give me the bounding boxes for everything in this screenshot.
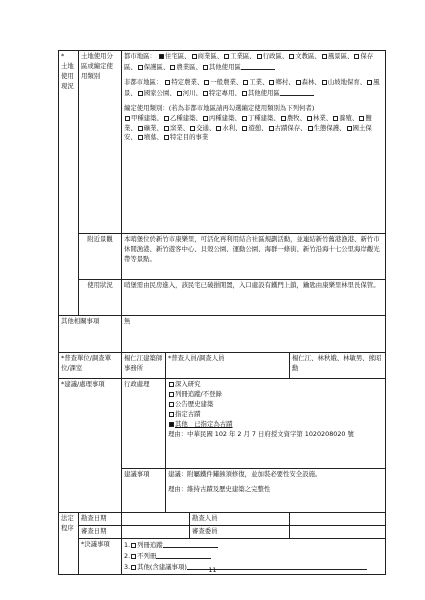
designation-option[interactable] xyxy=(189,124,215,132)
urban-option-label: 商業區、 xyxy=(197,52,224,60)
checkbox-icon[interactable] xyxy=(242,116,247,121)
treatment-option[interactable] xyxy=(168,390,383,400)
treatment-option[interactable] xyxy=(168,380,383,390)
urban-option-label: 行政區、 xyxy=(262,52,289,60)
checkbox-icon[interactable] xyxy=(164,135,169,140)
designation-option-label: 礦業、 xyxy=(143,123,163,132)
checkbox-icon[interactable] xyxy=(296,80,301,85)
designation-option[interactable] xyxy=(137,124,163,132)
designation-option[interactable] xyxy=(163,124,189,132)
nonurban-option[interactable] xyxy=(137,89,176,97)
urban-option-label: 其他使用區 xyxy=(208,62,241,71)
survey-person-value-2[interactable] xyxy=(290,513,386,526)
checkbox-icon[interactable] xyxy=(322,80,327,85)
checkbox-icon[interactable] xyxy=(190,126,195,131)
checkbox-icon[interactable] xyxy=(138,91,143,96)
admin-options-cell xyxy=(166,379,386,469)
review-date-label: 審查日期 xyxy=(79,525,122,538)
urban-option[interactable] xyxy=(202,63,241,71)
urban-option-label: 住宅區、 xyxy=(165,52,191,60)
checkbox-icon[interactable] xyxy=(289,54,294,59)
urban-option-label: 風景區、 xyxy=(327,52,354,60)
suggest-text: 建議：附屬鐵件鏽蝕須修復，並加裝必要性安全設施。 xyxy=(168,470,322,478)
survey-unit-label: *普查單位/調查單位/課室 xyxy=(59,353,122,379)
checkbox-icon[interactable] xyxy=(203,116,208,121)
treatment-reason: 理由：中華民國 102 年 2 月 7 日府授文資字第 1020208020 號 xyxy=(168,429,354,438)
checkbox-icon[interactable] xyxy=(216,126,221,131)
usage-text: 哨堡需由民房進入，該民宅已破損閒置，入口處設有鐵門上鎖，鑰匙由康樂里林里長保管。 xyxy=(122,280,386,316)
survey-date-label: 勘查日期 xyxy=(79,513,122,526)
checkbox-icon[interactable] xyxy=(242,91,247,96)
resolution-option[interactable] xyxy=(124,551,383,562)
zoning-label-cell: 土地使用分區或編定使用類別 xyxy=(79,51,122,234)
checkbox-icon[interactable] xyxy=(257,54,262,59)
urban-option[interactable] xyxy=(256,52,289,60)
checkbox-icon[interactable] xyxy=(170,65,175,70)
zoning-options-cell xyxy=(122,51,386,234)
treatment-options xyxy=(168,380,383,430)
checkbox-icon[interactable] xyxy=(169,392,174,397)
nonurban-option[interactable] xyxy=(295,78,321,86)
designation-option-label: 林業、 xyxy=(312,113,333,122)
checkbox-icon[interactable] xyxy=(164,126,169,131)
nonurban-option-label: 風景、 xyxy=(124,77,380,97)
urban-option[interactable] xyxy=(288,52,321,60)
nonurban-option[interactable] xyxy=(321,78,366,86)
treatment-label: *建議/處理事項 xyxy=(59,379,122,513)
survey-date-value[interactable] xyxy=(122,513,190,526)
urban-option-label: 農業區、 xyxy=(176,62,202,71)
urban-option[interactable] xyxy=(321,52,354,60)
designation-option-label: 國土保安、 xyxy=(124,123,372,142)
nonurban-option-label: 工業、 xyxy=(249,77,269,86)
procedure-label: 法定程序 xyxy=(59,513,79,575)
checkbox-icon[interactable] xyxy=(164,116,169,121)
checkbox-icon[interactable] xyxy=(243,80,248,85)
checkbox-icon[interactable] xyxy=(125,116,130,121)
survey-person-label-2: 勘查人員 xyxy=(190,513,290,526)
checkbox-icon[interactable] xyxy=(165,80,170,85)
designation-options xyxy=(124,114,383,144)
treatment-option[interactable] xyxy=(168,420,383,430)
nonurban-option-label: 鄉村、 xyxy=(275,77,295,86)
designation-option-label: 古蹟保存、 xyxy=(274,123,307,132)
nonurban-options: 非都市地區： 特定農業、 一般農業、 工業、 鄉村、 森林、 山坡地保育、 風景、 國家公園、 河川、 特定專用、 其他使用區 xyxy=(124,77,380,97)
review-date-value[interactable] xyxy=(122,525,190,538)
checkbox-icon[interactable] xyxy=(224,54,229,59)
resolution-option-label: 列冊追蹤 xyxy=(137,540,163,549)
designation-option-label: 丙種建築、 xyxy=(208,113,241,122)
checkbox-icon[interactable] xyxy=(169,422,174,427)
designation-option[interactable] xyxy=(137,133,163,141)
suggest-reason: 理由：維持古蹟及歷史建築之完整性 xyxy=(168,484,271,493)
nonurban-option-label: 山坡地保育、 xyxy=(327,77,367,86)
nearby-label: 附近景觀 xyxy=(79,234,122,280)
suggest-label: 建議事項 xyxy=(122,469,166,513)
checkbox-icon[interactable] xyxy=(269,80,274,85)
survey-person-label: *普查人員/調查人員 xyxy=(166,353,290,379)
review-member-value[interactable] xyxy=(290,525,386,538)
urban-options: 都市地區： 住宅區、 商業區、 工業區、 行政區、 文教區、 風景區、 保存區、 保護區、 農業區、 其他使用區 xyxy=(124,52,374,71)
checkbox-icon[interactable] xyxy=(159,54,164,59)
urban-option[interactable] xyxy=(137,63,170,71)
treatment-option[interactable] xyxy=(168,400,383,410)
checkbox-icon[interactable] xyxy=(307,116,312,121)
admin-label: 行政處理 xyxy=(122,379,166,469)
resolution-option-label: 不列冊 xyxy=(137,551,157,560)
nonurban-option[interactable] xyxy=(241,89,280,97)
page-number: 11 xyxy=(208,566,217,574)
designation-option-label: 墳墓、 xyxy=(143,133,163,142)
resolution-label: *決議事項 xyxy=(79,538,122,574)
urban-option-label: 保護區、 xyxy=(143,62,170,71)
checkbox-icon[interactable] xyxy=(359,116,364,121)
designation-option[interactable] xyxy=(241,114,280,122)
review-member-label: 審查委員 xyxy=(190,525,290,538)
designation-option[interactable] xyxy=(163,133,208,141)
treatment-option[interactable] xyxy=(168,410,383,420)
treatment-option-label: 指定古蹟 xyxy=(175,409,201,418)
designation-option[interactable] xyxy=(241,124,267,132)
urban-option[interactable] xyxy=(158,52,191,60)
designation-option-label: 鹽業、 xyxy=(124,113,372,132)
checkbox-icon[interactable] xyxy=(347,126,352,131)
urban-option[interactable] xyxy=(169,63,202,71)
designation-option[interactable] xyxy=(124,114,163,122)
checkbox-icon[interactable] xyxy=(204,80,209,85)
nonurban-option-label: 一般農業、 xyxy=(210,77,243,86)
designation-option[interactable] xyxy=(268,124,307,132)
fill-blank[interactable] xyxy=(280,88,314,96)
nonurban-option[interactable] xyxy=(242,78,268,86)
nonurban-option[interactable] xyxy=(164,78,203,86)
urban-option-label: 工業區、 xyxy=(230,52,256,60)
survey-person-value: 楊仁江、林秋娥、林敏男、熊昭勳 xyxy=(290,353,386,379)
checkbox-icon[interactable] xyxy=(203,91,208,96)
other-value: 無 xyxy=(122,316,386,353)
checkbox-icon[interactable] xyxy=(169,382,174,387)
nonurban-option[interactable] xyxy=(268,78,294,86)
treatment-option-label: 公告歷史建築 xyxy=(175,399,214,408)
designation-option[interactable] xyxy=(307,124,346,132)
designation-option[interactable] xyxy=(306,114,332,122)
nonurban-option-label: 特定專用、 xyxy=(208,88,241,97)
resolution-option[interactable] xyxy=(124,540,383,551)
nonurban-option-label: 河川、 xyxy=(182,88,202,97)
designation-option-label: 農牧、 xyxy=(286,113,306,122)
urban-option-label: 保存區、 xyxy=(124,52,374,71)
designation-option[interactable] xyxy=(332,114,358,122)
checkbox-icon[interactable] xyxy=(333,116,338,121)
treatment-option-label: 其他 已指定為古蹟 xyxy=(175,419,233,428)
designation-option-label: 窯業、 xyxy=(169,123,190,132)
designation-option-label: 丁種建築、 xyxy=(247,113,280,122)
nonurban-option[interactable] xyxy=(202,89,241,97)
nonurban-option[interactable] xyxy=(176,89,202,97)
checkbox-icon[interactable] xyxy=(138,65,143,70)
nearby-text: 本哨堡位於新竹市康樂里，可活化再利用結合社區規劃活動，並連結新竹舊港漁港、新竹市休閒漁港、新竹遊客中心、貝殼公園、運動公園、海群一條街、新竹沿海十七公里海岸觀光帶等景點。 xyxy=(122,234,386,280)
nonurban-option-label: 森林、 xyxy=(301,77,321,86)
nonurban-option[interactable] xyxy=(203,78,242,86)
survey-unit-value: 楊仁江建築師事務所 xyxy=(122,353,166,379)
urban-option[interactable] xyxy=(191,52,224,60)
checkbox-icon[interactable] xyxy=(269,126,274,131)
designation-option-label: 生態保護、 xyxy=(313,123,346,132)
checkbox-icon[interactable] xyxy=(242,126,247,131)
checkbox-icon[interactable] xyxy=(138,126,143,131)
suggest-cell xyxy=(166,469,386,513)
nonurban-option-label: 特定農業、 xyxy=(171,77,204,86)
form-table xyxy=(58,50,386,575)
designation-option[interactable] xyxy=(280,114,306,122)
checkbox-icon[interactable] xyxy=(367,80,372,85)
checkbox-icon[interactable] xyxy=(203,65,208,70)
checkbox-icon[interactable] xyxy=(281,116,286,121)
fill-blank[interactable] xyxy=(241,62,275,70)
designation-option-label: 特定目的事業 xyxy=(169,133,209,142)
checkbox-icon[interactable] xyxy=(308,126,313,131)
designation-option-label: 交通、 xyxy=(196,123,216,132)
land-use-row-header: * 土地使用現況 xyxy=(59,51,79,316)
fill-blank[interactable] xyxy=(163,540,218,548)
checkbox-icon[interactable] xyxy=(131,554,136,559)
designation-option-label: 乙種建築、 xyxy=(169,113,202,122)
checkbox-icon[interactable] xyxy=(169,402,174,407)
survey-form xyxy=(58,50,385,575)
other-label: 其他相關事項 xyxy=(59,316,122,353)
checkbox-icon[interactable] xyxy=(177,91,182,96)
checkbox-icon[interactable] xyxy=(322,54,327,59)
designation-option[interactable] xyxy=(202,114,241,122)
designation-option[interactable] xyxy=(163,114,202,122)
checkbox-icon[interactable] xyxy=(354,54,359,59)
checkbox-icon[interactable] xyxy=(131,543,136,548)
designation-option-label: 水利、 xyxy=(222,123,242,132)
resolution-number: 2. xyxy=(124,551,131,560)
nonurban-option-label: 其他使用區 xyxy=(247,88,280,97)
resolution-option-label: 其他(含建議事項) xyxy=(137,562,187,571)
urban-option[interactable] xyxy=(223,52,256,60)
designation-option-label: 養殖、 xyxy=(339,113,359,122)
fill-blank[interactable] xyxy=(156,551,211,559)
urban-option-label: 文教區、 xyxy=(295,52,321,60)
checkbox-icon[interactable] xyxy=(138,135,143,140)
checkbox-icon[interactable] xyxy=(169,412,174,417)
designation-label: 編定使用類別：(若為非都市地區請再勾選編定使用類別為下列何者) xyxy=(124,103,315,112)
checkbox-icon[interactable] xyxy=(192,54,197,59)
treatment-option-label: 列冊追蹤/不登錄 xyxy=(175,389,222,398)
resolution-number: 1. xyxy=(124,540,131,549)
designation-option-label: 遊憩、 xyxy=(248,123,268,132)
usage-label: 使用狀況 xyxy=(79,280,122,316)
resolution-number: 3. xyxy=(124,562,131,571)
treatment-option-label: 深入研究 xyxy=(175,380,201,388)
designation-option[interactable] xyxy=(215,124,241,132)
designation-option-label: 甲種建築、 xyxy=(131,113,163,122)
nonurban-option-label: 國家公園、 xyxy=(143,88,176,97)
